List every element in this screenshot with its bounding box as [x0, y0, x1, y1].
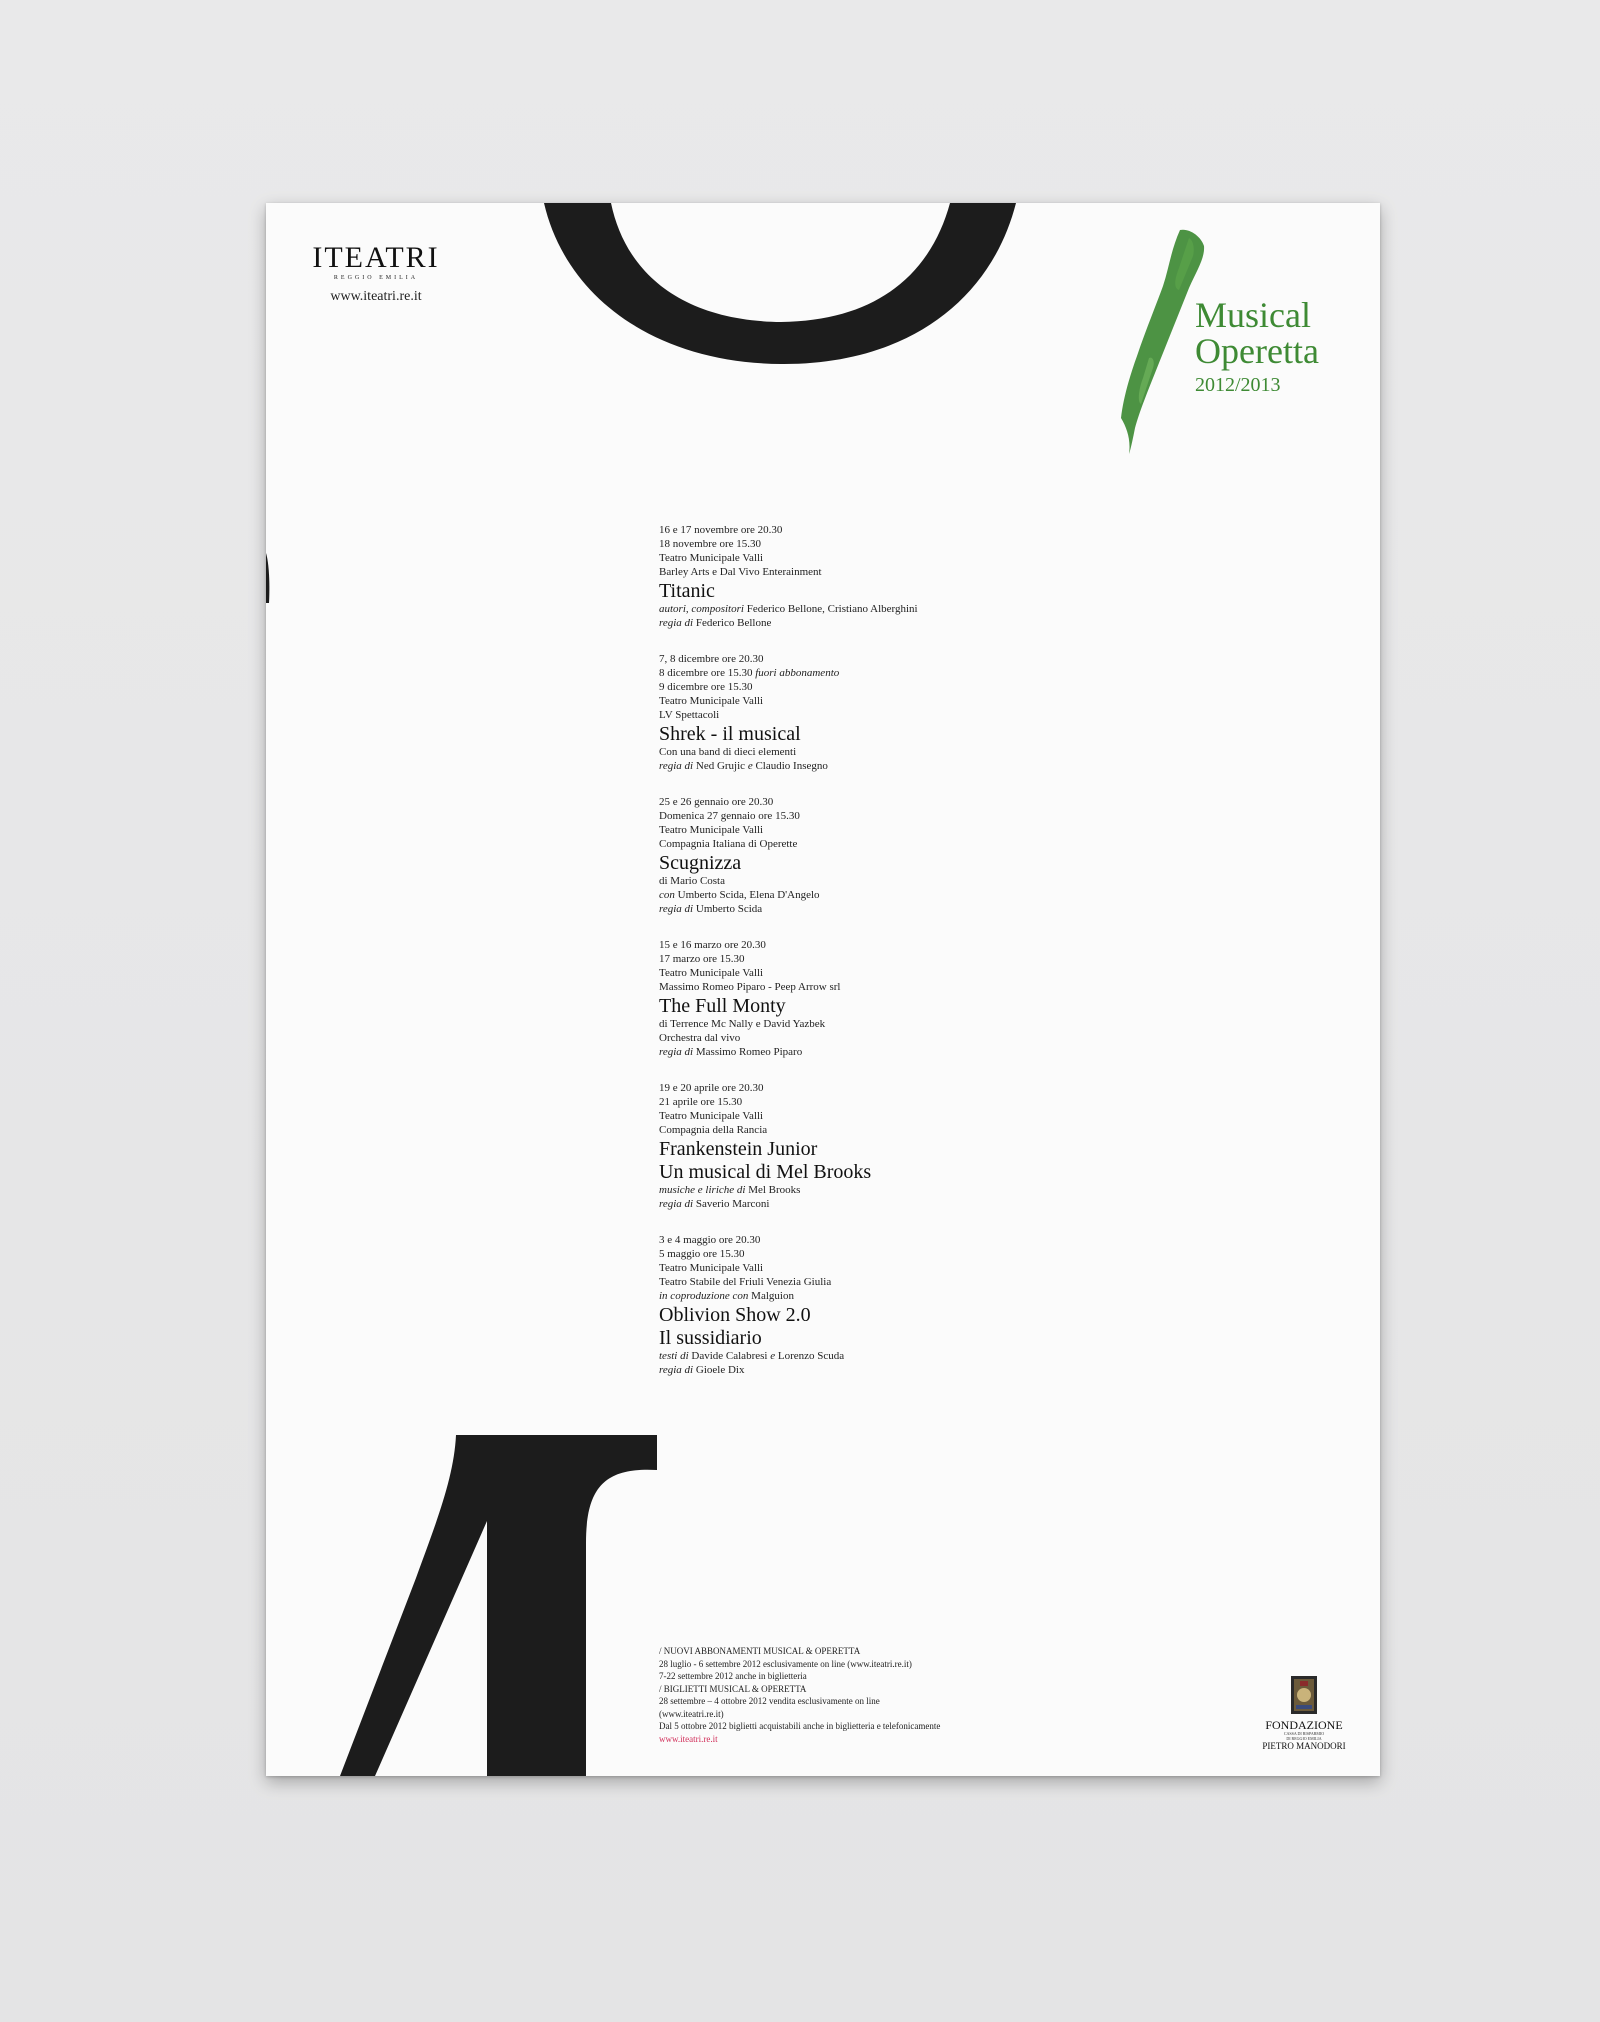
poster	[266, 203, 1380, 1776]
logo-subtitle: REGGIO EMILIA	[333, 275, 419, 281]
italic-label: regia di	[659, 617, 694, 629]
event-detail-line	[659, 837, 1159, 851]
foundation-logo	[1256, 1675, 1352, 1751]
event-detail-line	[659, 823, 1159, 837]
event-title: The Full Monty	[659, 995, 786, 1017]
italic-label: regia di	[659, 903, 694, 915]
foundation-small-1: CASSA DI RISPARMIO	[1283, 1731, 1325, 1736]
italic-label: in coproduzione con	[659, 1290, 749, 1302]
detail-text: 25 e 26 gennaio ore 20.30	[659, 796, 774, 808]
event-detail-line	[659, 1363, 1159, 1377]
italic-label: regia di	[659, 760, 694, 772]
event-detail-line	[659, 523, 1159, 537]
detail-text: Con una band di dieci elementi	[659, 746, 797, 758]
event-detail-line	[659, 680, 1159, 694]
event-title: Oblivion Show 2.0	[659, 1304, 811, 1326]
detail-text: 18 novembre ore 15.30	[659, 538, 762, 550]
detail-text: Massimo Romeo Piparo - Peep Arrow srl	[659, 981, 841, 993]
detail-text: Umberto Scida	[693, 903, 763, 915]
event-detail-line	[659, 980, 1159, 994]
detail-text: 3 e 4 maggio ore 20.30	[659, 1234, 761, 1246]
detail-text: Massimo Romeo Piparo	[693, 1046, 803, 1058]
event-detail-line	[659, 952, 1159, 966]
detail-text: Davide Calabresi	[688, 1350, 771, 1362]
italic-label: musiche e liriche di	[659, 1184, 746, 1196]
detail-text: Saverio Marconi	[693, 1198, 770, 1210]
season-heading	[1195, 297, 1319, 397]
detail-text: Claudio Insegno	[752, 760, 828, 772]
event-detail-line	[659, 666, 1159, 680]
event-title: Shrek - il musical	[659, 723, 801, 745]
event-detail-line	[659, 1233, 1159, 1247]
logo-title: ITEATRI	[312, 241, 440, 274]
footer-line: / BIGLIETTI MUSICAL & OPERETTA	[659, 1683, 807, 1694]
detail-text: Domenica 27 gennaio ore 15.30	[659, 810, 800, 822]
italic-label: regia di	[659, 1364, 694, 1376]
italic-label: fuori abbonamento	[755, 667, 840, 679]
italic-label: e	[770, 1350, 776, 1362]
event-detail-line	[659, 1123, 1159, 1137]
detail-text: Teatro Municipale Valli	[659, 824, 764, 836]
event-detail-line	[659, 1109, 1159, 1123]
event-detail-line	[659, 602, 1159, 616]
event-entry	[659, 938, 1159, 1059]
event-detail-line	[659, 1045, 1159, 1059]
event-detail-line	[659, 616, 1159, 630]
event-detail-line	[659, 745, 1159, 759]
event-detail-line	[659, 966, 1159, 980]
detail-text: 16 e 17 novembre ore 20.30	[659, 524, 783, 536]
detail-text: 9 dicembre ore 15.30	[659, 681, 753, 693]
detail-text: Mel Brooks	[745, 1184, 801, 1196]
event-detail-line	[659, 1031, 1159, 1045]
event-entry	[659, 1233, 1159, 1377]
detail-text: Teatro Stabile del Friuli Venezia Giulia	[659, 1276, 832, 1288]
italic-label: testi di	[659, 1350, 689, 1362]
italic-label: regia di	[659, 1198, 694, 1210]
season-years: 2012/2013	[1195, 374, 1281, 396]
event-detail-line	[659, 1095, 1159, 1109]
green-brush-stroke	[1109, 228, 1209, 454]
detail-text: LV Spettacoli	[659, 709, 720, 721]
detail-text: Malguion	[748, 1290, 794, 1302]
season-line-1: Musical	[1195, 295, 1311, 335]
footer-line: 28 settembre – 4 ottobre 2012 vendita esclusivamente on line	[659, 1696, 880, 1706]
event-detail-line	[659, 795, 1159, 809]
event-detail-line	[659, 565, 1159, 579]
detail-text: Lorenzo Scuda	[775, 1350, 845, 1362]
event-detail-line	[659, 759, 1159, 773]
iteatri-logo	[306, 243, 446, 305]
event-detail-line	[659, 1275, 1159, 1289]
event-detail-line	[659, 1017, 1159, 1031]
big-o-letter	[544, 203, 1016, 364]
foundation-small-2: DI REGGIO EMILIA	[1286, 1736, 1322, 1741]
detail-text: Umberto Scida, Elena D'Angelo	[674, 889, 820, 901]
footer-line: 7-22 settembre 2012 anche in biglietteria	[659, 1671, 807, 1681]
italic-label: regia di	[659, 1046, 694, 1058]
detail-text: 7, 8 dicembre ore 20.30	[659, 653, 764, 665]
detail-text: Federico Bellone, Cristiano Alberghini	[743, 603, 918, 615]
left-edge-mark	[266, 553, 269, 603]
detail-text: Teatro Municipale Valli	[659, 967, 764, 979]
event-detail-line	[659, 902, 1159, 916]
ticket-info	[659, 1645, 1079, 1745]
detail-text: Compagnia Italiana di Operette	[659, 838, 798, 850]
detail-text: Teatro Municipale Valli	[659, 552, 764, 564]
logo-url[interactable]: www.iteatri.re.it	[330, 289, 422, 304]
footer-line: (www.iteatri.re.it)	[659, 1708, 724, 1719]
event-detail-line	[659, 652, 1159, 666]
event-title: Titanic	[659, 580, 715, 602]
detail-text: Ned Grujic	[693, 760, 748, 772]
detail-text: di Terrence Mc Nally e David Yazbek	[659, 1018, 826, 1030]
detail-text: 15 e 16 marzo ore 20.30	[659, 939, 766, 951]
event-detail-line	[659, 938, 1159, 952]
detail-text: Teatro Municipale Valli	[659, 1262, 764, 1274]
italic-label: con	[659, 889, 675, 901]
event-detail-line	[659, 1247, 1159, 1261]
event-detail-line	[659, 1183, 1159, 1197]
event-title: Frankenstein Junior	[659, 1138, 818, 1160]
italic-label: e	[747, 760, 753, 772]
event-detail-line	[659, 1261, 1159, 1275]
event-detail-line	[659, 708, 1159, 722]
event-title: Scugnizza	[659, 852, 742, 874]
foundation-name-2: PIETRO MANODORI	[1262, 1741, 1346, 1751]
event-detail-line	[659, 551, 1159, 565]
event-detail-line	[659, 537, 1159, 551]
footer-line: 28 luglio - 6 settembre 2012 esclusivamente on line (www.iteatri.re.it)	[659, 1658, 912, 1669]
program-list	[659, 523, 1159, 1399]
event-entry	[659, 652, 1159, 773]
detail-text: Teatro Municipale Valli	[659, 695, 764, 707]
event-detail-line	[659, 874, 1159, 888]
event-entry	[659, 795, 1159, 916]
detail-text: Federico Bellone	[693, 617, 772, 629]
detail-text: 8 dicembre ore 15.30	[659, 667, 756, 679]
detail-text: Barley Arts e Dal Vivo Enterainment	[659, 566, 822, 578]
event-detail-line	[659, 1081, 1159, 1095]
detail-text: di Mario Costa	[659, 875, 725, 887]
detail-text: 19 e 20 aprile ore 20.30	[659, 1082, 764, 1094]
detail-text: 17 marzo ore 15.30	[659, 953, 745, 965]
season-line-2: Operetta	[1195, 331, 1319, 371]
event-detail-line	[659, 1197, 1159, 1211]
event-entry	[659, 1081, 1159, 1211]
detail-text: Gioele Dix	[693, 1364, 745, 1376]
detail-text: 21 aprile ore 15.30	[659, 1096, 743, 1108]
event-detail-line	[659, 1349, 1159, 1363]
event-entry	[659, 523, 1159, 630]
event-detail-line	[659, 694, 1159, 708]
event-detail-line	[659, 888, 1159, 902]
big-a-letter	[340, 1435, 657, 1776]
foundation-seal-icon	[1290, 1675, 1318, 1715]
italic-label: autori, compositori	[659, 603, 744, 615]
footer-line: / NUOVI ABBONAMENTI MUSICAL & OPERETTA	[659, 1646, 861, 1656]
detail-text: 5 maggio ore 15.30	[659, 1248, 745, 1260]
footer-url[interactable]: www.iteatri.re.it	[659, 1733, 718, 1744]
detail-text: Teatro Municipale Valli	[659, 1110, 764, 1122]
detail-text: Orchestra dal vivo	[659, 1032, 741, 1044]
detail-text: Compagnia della Rancia	[659, 1124, 768, 1136]
event-detail-line	[659, 1289, 1159, 1303]
event-title: Un musical di Mel Brooks	[659, 1161, 872, 1183]
event-title: Il sussidiario	[659, 1327, 762, 1349]
footer-line: Dal 5 ottobre 2012 biglietti acquistabili anche in biglietteria e telefonicamente	[659, 1721, 941, 1731]
foundation-name: FONDAZIONE	[1265, 1718, 1343, 1732]
event-detail-line	[659, 809, 1159, 823]
